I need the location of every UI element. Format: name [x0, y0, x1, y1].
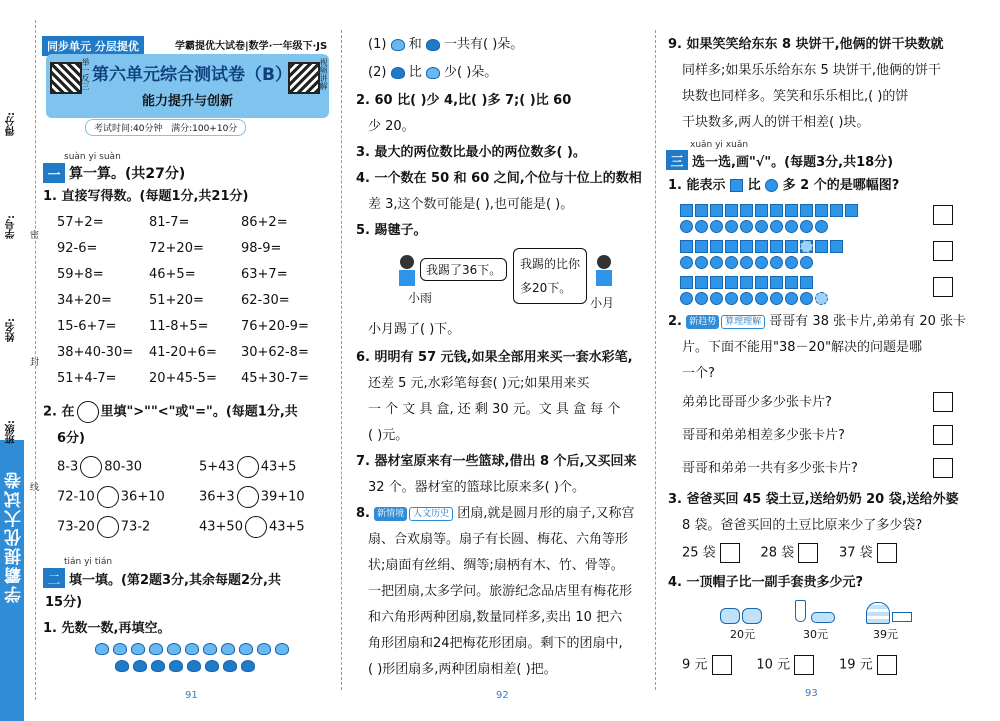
class-label: 班级:: [6, 420, 17, 444]
calc-item: 51+4-7=: [57, 371, 117, 386]
right-q9a: 9. 如果笑笑给东东 8 块饼干,他俩的饼干块数就: [668, 37, 944, 52]
mid-q6d: ( )元。: [368, 428, 409, 443]
qr-code-left: [50, 62, 82, 94]
qr-code-right: [288, 62, 320, 94]
mid-q6b: 还差 5 元,水彩笔每套( )元;如果用来买: [368, 376, 590, 391]
right-r2o3: 哥哥和弟弟一共有多少张卡片?: [682, 461, 858, 476]
calc-item: 45+30-7=: [241, 371, 309, 386]
flower-light-icon: [391, 39, 405, 51]
compare-left: 5+43: [199, 459, 235, 475]
calc-item: 11-8+5=: [149, 319, 209, 334]
circle-icon: [77, 401, 99, 423]
flower-dark-icon: [391, 67, 405, 79]
square-icon: [730, 179, 743, 192]
right-r2b: 片。下面不能用"38－20"解决的问题是哪: [682, 340, 923, 355]
calc-item: 63+7=: [241, 267, 288, 282]
r4-option1-label: 9 元: [682, 657, 708, 673]
right-r1a: 1. 能表示: [668, 178, 726, 193]
calc-item: 41-20+6=: [149, 345, 217, 360]
right-r3b: 8 袋。爸爸买回的土豆比原来少了多少袋?: [682, 518, 923, 533]
compare-right: 73-2: [120, 519, 151, 535]
option-b-checkbox[interactable]: [933, 241, 953, 261]
right-r1b: 比: [747, 178, 761, 193]
mid-q7a: 7. 器材室原来有一些篮球,借出 8 个后,又买回来: [356, 454, 637, 469]
sec2-number: 二: [43, 568, 65, 588]
mid-q8d: 一把团扇,太多学问。旅游纪念品店里有梅花形: [368, 584, 633, 599]
tag-reasoning: 算理理解: [721, 315, 765, 329]
column-divider-1: [341, 30, 342, 690]
r3-option1-checkbox[interactable]: [720, 543, 740, 563]
calc-item: 51+20=: [149, 293, 204, 308]
compare-left: 43+50: [199, 519, 243, 535]
r2-option1-checkbox[interactable]: [933, 392, 953, 412]
sec2-title-cont: 15分): [45, 595, 83, 610]
seal-line: [35, 20, 36, 700]
compare-left: 72-10: [57, 489, 95, 505]
sec1-heading: [43, 163, 185, 183]
mid-q5: 5. 踢毽子。: [356, 223, 427, 238]
tag-humanities: 人文历史: [409, 507, 453, 521]
q1-stem: 1. 直接写得数。(每题1分,共21分): [43, 189, 249, 204]
r2-option3-checkbox[interactable]: [933, 458, 953, 478]
mid-l2c: 少( )朵。: [444, 65, 498, 80]
calc-item: 98-9=: [241, 241, 282, 256]
sec3-pinyin: xuǎn yi xuǎn: [690, 140, 749, 150]
speech-bubble-xiaoyue: [513, 248, 587, 304]
calc-item: 92-6=: [57, 241, 98, 256]
mid-l1a: (1): [368, 37, 387, 52]
page-title: 第六单元综合测试卷（B）: [92, 65, 292, 85]
calc-item: 76+20-9=: [241, 319, 309, 334]
gloves-icon: [720, 605, 764, 625]
sec3-number: 三: [666, 150, 688, 170]
sec2-heading: [43, 568, 281, 588]
exam-score: 满分:100+10分: [171, 124, 238, 134]
mid-l2b: 比: [408, 65, 422, 80]
sec3-title: 选一选,画"√"。(每题3分,共18分): [692, 154, 894, 170]
sec1-title: 算一算。(共27分): [69, 166, 186, 182]
bubble1-text: 我踢了36下。: [426, 263, 502, 277]
seal-mi: 密: [30, 231, 40, 241]
calc-item: 30+62-8=: [241, 345, 309, 360]
right-q9d: 干块数多,两人的饼干相差( )块。: [682, 115, 870, 130]
socks-icon: [793, 600, 835, 624]
calc-item: 20+45-5=: [149, 371, 217, 386]
compare-left: 36+3: [199, 489, 235, 505]
right-r1c: 多 2 个的是哪幅图?: [782, 178, 900, 193]
mid-q8-line1: 8. 新情境 人文历史 团扇,就是圆月形的扇子,又称宫: [356, 506, 635, 521]
compare-circle-input[interactable]: [245, 516, 267, 538]
tag-new-context: 新情境: [374, 507, 407, 521]
sec2-pinyin: tián yi tián: [64, 557, 113, 567]
speech-bubble-xiaoyu: [420, 258, 507, 281]
student-id-label: 学号:: [6, 215, 17, 239]
page-subtitle: 能力提升与创新: [142, 94, 234, 109]
compare-right: 43+5: [268, 519, 305, 535]
right-q1: [668, 177, 899, 195]
r3-option2-checkbox[interactable]: [798, 543, 818, 563]
mid-q8e: 和六角形两种团扇,数量同样多,卖出 10 把六: [368, 610, 623, 625]
girl-xiaoyue-figure: [595, 255, 613, 291]
flower-dark-icon: [426, 39, 440, 51]
brand-text: 学霸提优大试卷: [5, 470, 25, 603]
compare-right: 39+10: [260, 489, 305, 505]
seal-xian: 线: [30, 483, 40, 493]
mid-q8b: 扇、合欢扇等。扇子有长圆、梅花、六角等形: [368, 532, 629, 547]
mid-q6a: 6. 明明有 57 元钱,如果全部用来买一套水彩笔,: [356, 350, 633, 365]
option-b-figure: [680, 240, 860, 270]
bubble2-line1: 我踢的比你: [520, 257, 581, 271]
page-number-91: 91: [185, 690, 198, 701]
option-a-checkbox[interactable]: [933, 205, 953, 225]
mid-q4b: 差 3,这个数可能是( ),也可能是( )。: [368, 197, 574, 212]
q2-stem-c: 6分): [57, 431, 85, 446]
mid-line2: [368, 64, 497, 82]
calc-item: 46+5=: [149, 267, 196, 282]
qr-left-label: 举一反三: [81, 58, 90, 90]
compare-right: 80-30: [104, 459, 143, 475]
q2-stem-a: 2. 在: [43, 404, 75, 420]
option-a-figure: [680, 204, 860, 234]
mid-q3: 3. 最大的两位数比最小的两位数多( )。: [356, 145, 586, 160]
compare-right: 43+5: [260, 459, 297, 475]
r4-options: [682, 655, 897, 675]
q2-grid: [57, 456, 337, 546]
bubble2-line2: 多20下。: [520, 281, 572, 295]
right-q9b: 同样多;如果乐乐给东东 5 块饼干,他俩的饼干: [682, 63, 942, 78]
calc-item: 59+8=: [57, 267, 104, 282]
compare-left: 8-3: [57, 459, 79, 475]
compare-left: 73-20: [57, 519, 95, 535]
xiaoyu-name: 小雨: [408, 291, 433, 305]
r3-option3-label: 37 袋: [839, 545, 873, 561]
name-label: 姓名:: [6, 318, 17, 342]
q2-1-stem: 1. 先数一数,再填空。: [43, 621, 171, 636]
girl-xiaoyu-figure: [398, 255, 416, 291]
mid-q8g: ( )形团扇多,两种团扇相差( )把。: [368, 662, 557, 677]
calc-item: 81-7=: [149, 215, 190, 230]
compare-item: [57, 516, 150, 538]
mid-q8c: 状;扇面有丝绢、绸等;扇柄有木、竹、骨等。: [368, 558, 624, 573]
column-divider-2: [655, 30, 656, 690]
mid-q5-answer: 小月踢了( )下。: [368, 322, 461, 337]
sec1-pinyin: suàn yi suàn: [64, 152, 121, 162]
mid-line1: [368, 36, 523, 54]
calc-item: 34+20=: [57, 293, 112, 308]
banner-tag: 同步单元 分层提优: [42, 36, 144, 56]
compare-item: [199, 486, 305, 508]
r3-option2-label: 28 袋: [760, 545, 795, 561]
hat-icon: [862, 600, 912, 624]
compare-item: [57, 486, 165, 508]
right-r2o1: 弟弟比哥哥少多少张卡片?: [682, 395, 832, 410]
exam-time: 考试时间:40分钟: [94, 124, 163, 134]
mid-q2a: 2. 60 比( )少 4,比( )多 7;( )比 60: [356, 93, 572, 108]
sec3-heading: [666, 150, 893, 170]
q2-stem-b: 里填">""<"或"="。(每题1分,共: [100, 404, 298, 420]
calc-item: 15-6+7=: [57, 319, 117, 334]
calc-item: 62-30=: [241, 293, 290, 308]
r4-option1-checkbox[interactable]: [712, 655, 732, 675]
circle-icon: [765, 179, 778, 192]
seal-feng: 封: [30, 358, 40, 368]
option-c-figure: [680, 276, 860, 306]
page-number-93: 93: [805, 688, 818, 699]
compare-circle-input[interactable]: [237, 456, 259, 478]
flowers-figure: [95, 643, 295, 675]
right-r4: 4. 一顶帽子比一副手套贵多少元?: [668, 575, 864, 590]
flower-light-icon: [426, 67, 440, 79]
compare-circle-input[interactable]: [237, 486, 259, 508]
q1-grid: [57, 214, 327, 394]
mid-q2b: 少 20。: [368, 119, 415, 134]
compare-item: [199, 516, 305, 538]
right-r2a: 哥哥有 38 张卡片,弟弟有 20 张卡: [769, 314, 967, 329]
banner-series: 学霸提优大试卷|数学·一年级下·JS: [175, 41, 328, 52]
right-r2c: 一个?: [682, 366, 715, 381]
qr-right-label: 视频讲解: [319, 58, 328, 90]
price-socks: 30元: [803, 628, 828, 641]
mid-q6c: 一 个 文 具 盒, 还 剩 30 元。文 具 盒 每 个: [368, 402, 621, 417]
binding-strip: [0, 0, 40, 721]
calc-item: 86+2=: [241, 215, 288, 230]
calc-item: 38+40-30=: [57, 345, 134, 360]
r4-option2-label: 10 元: [756, 657, 791, 673]
compare-right: 36+10: [120, 489, 165, 505]
right-r2o2: 哥哥和弟弟相差多少张卡片?: [682, 428, 845, 443]
mid-q7b: 32 个。器材室的篮球比原来多( )个。: [368, 480, 585, 495]
compare-item: [57, 456, 142, 478]
sec2-title: 填一填。(第2题3分,其余每题2分,共: [69, 572, 281, 588]
calc-item: 57+2=: [57, 215, 104, 230]
r3-option1-label: 25 袋: [682, 545, 716, 561]
compare-item: [199, 456, 296, 478]
mid-q8a: 团扇,就是圆月形的扇子,又称宫: [457, 506, 635, 521]
exam-info: [85, 119, 246, 136]
price-hat: 39元: [873, 628, 898, 641]
mid-q8f: 角形团扇和24把梅花形团扇。剩下的团扇中,: [368, 636, 623, 651]
compare-circle-input[interactable]: [97, 486, 119, 508]
compare-circle-input[interactable]: [97, 516, 119, 538]
r2-option2-checkbox[interactable]: [933, 425, 953, 445]
xiaoyue-name: 小月: [590, 296, 615, 310]
page-number-92: 92: [496, 690, 509, 701]
compare-circle-input[interactable]: [80, 456, 102, 478]
r4-option3-checkbox[interactable]: [877, 655, 897, 675]
r3-option3-checkbox[interactable]: [877, 543, 897, 563]
calc-item: 72+20=: [149, 241, 204, 256]
mid-l2a: (2): [368, 65, 387, 80]
mid-q4a: 4. 一个数在 50 和 60 之间,个位与十位上的数相: [356, 171, 642, 186]
tag-new-trend: 新趋势: [686, 315, 719, 329]
score-label: 得分:: [6, 112, 17, 136]
sec1-number: 一: [43, 163, 65, 183]
price-gloves: 20元: [730, 628, 755, 641]
right-r3a: 3. 爸爸买回 45 袋土豆,送给奶奶 20 袋,送给外婆: [668, 492, 959, 507]
option-c-checkbox[interactable]: [933, 277, 953, 297]
mid-l1b: 和: [408, 37, 422, 52]
mid-l1c: 一共有( )朵。: [444, 37, 524, 52]
r4-option2-checkbox[interactable]: [794, 655, 814, 675]
r4-option3-label: 19 元: [838, 657, 873, 673]
right-q2-line1: 2. 新趋势 算理理解 哥哥有 38 张卡片,弟弟有 20 张卡: [668, 314, 967, 329]
r3-options: [682, 543, 897, 563]
brand-vertical: [0, 440, 24, 721]
q2-stem: [43, 401, 298, 423]
right-q9c: 块数也同样多。笑笑和乐乐相比,( )的饼: [682, 89, 909, 104]
